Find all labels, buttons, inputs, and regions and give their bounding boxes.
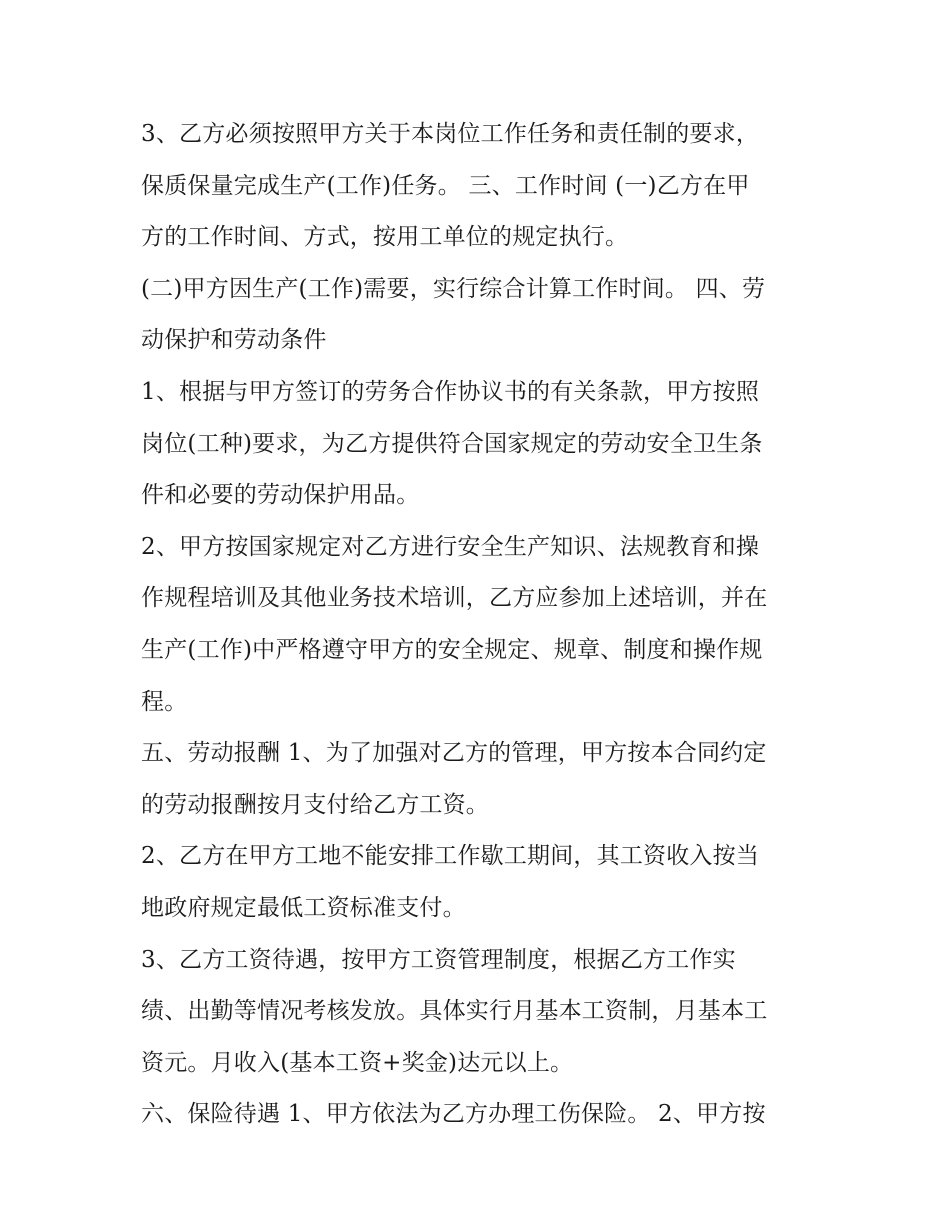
text-line: 生产(工作)中严格遵守甲方的安全规定、规章、制度和操作规 xyxy=(141,636,763,663)
text-line: 3、乙方必须按照甲方关于本岗位工作任务和责任制的要求， xyxy=(141,121,760,147)
document-body xyxy=(141,109,821,1141)
text-line: 作规程培训及其他业务技术培训，乙方应参加上述培训，并在 xyxy=(141,585,768,612)
text-line: 五、劳动报酬 1、为了加强对乙方的管理，甲方按本合同约定 xyxy=(141,740,767,767)
text-line: 保质保量完成生产(工作)任务。 三、工作时间 (一)乙方在甲 xyxy=(141,172,750,199)
text-line: 1、根据与甲方签订的劳务合作协议书的有关条款，甲方按照 xyxy=(141,378,760,405)
text-line: (二)甲方因生产(工作)需要，实行综合计算工作时间。 四、劳 xyxy=(141,275,766,302)
text-line: 3、乙方工资待遇，按甲方工资管理制度，根据乙方工作实 xyxy=(141,946,736,973)
text-line: 六、保险待遇 1、甲方依法为乙方办理工伤保险。 2、甲方按 xyxy=(141,1101,766,1128)
text-line: 件和必要的劳动保护用品。 xyxy=(141,482,420,509)
text-line: 的劳动报酬按月支付给乙方工资。 xyxy=(141,791,489,818)
text-line: 资元。月收入(基本工资+奖金)达元以上。 xyxy=(141,1049,574,1076)
text-line: 绩、出勤等情况考核发放。具体实行月基本工资制，月基本工 xyxy=(141,998,768,1025)
text-line: 动保护和劳动条件 xyxy=(141,327,327,354)
text-line: 2、甲方按国家规定对乙方进行安全生产知识、法规教育和操 xyxy=(141,533,760,560)
text-line: 方的工作时间、方式，按用工单位的规定执行。 xyxy=(141,224,629,251)
text-line: 地政府规定最低工资标准支付。 xyxy=(141,894,466,921)
text-line: 程。 xyxy=(141,688,188,715)
text-line: 2、乙方在甲方工地不能安排工作歇工期间，其工资收入按当 xyxy=(141,843,760,870)
text-line: 岗位(工种)要求，为乙方提供符合国家规定的劳动安全卫生条 xyxy=(141,430,763,457)
